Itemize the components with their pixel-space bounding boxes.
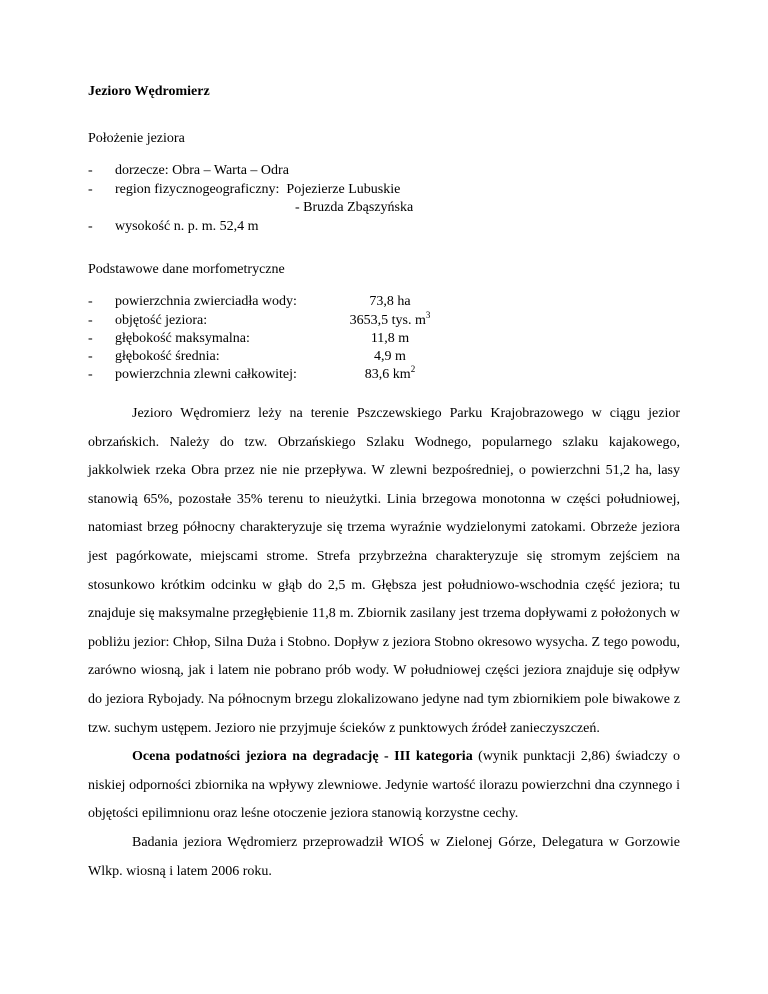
assessment-bold: Ocena podatności jeziora na degradację - III kategoria: [132, 749, 473, 765]
list-dash: -: [88, 313, 93, 328]
list-dash: -: [88, 367, 93, 382]
morpho-label: głębokość średnia:: [115, 349, 220, 364]
paragraph-assessment: [88, 743, 680, 829]
morpho-value: 11,8 m: [370, 331, 410, 346]
list-dash: -: [88, 331, 93, 346]
morpho-value: 73,8 ha: [369, 294, 411, 309]
morpho-heading: Podstawowe dane morfometryczne: [88, 262, 285, 277]
list-item-region: region fizycznogeograficzny: Pojezierze Lubuskie: [115, 182, 401, 197]
page-title: Jezioro Wędromierz: [88, 84, 210, 99]
list-item-region-cont: - Bruzda Zbąszyńska: [295, 200, 414, 215]
list-dash: -: [88, 219, 93, 234]
list-dash: -: [88, 349, 93, 364]
list-dash: -: [88, 163, 93, 178]
paragraph-description: Jezioro Wędromierz leży na terenie Pszczewskiego Parku Krajobrazowego w ciągu jezior obrzańskich. Należy do tzw. Obrzańskiego Szlaku Wodnego, popularnego szlaku kajakowego, jakkolwiek rzeka Obra przez nie nie przepływa. W zlewni bezpośredniej, o powierzchni 51,2 ha, lasy stanowią 65%, pozostałe 35% terenu to nieużytki. Linia brzegowa monotonna w części południowej, natomiast brzeg północny charakteryzuje się trzema wyraźnie wydzielonymi zatokami. Obrzeże jeziora jest pagórkowate, miejscami strome. Strefa przybrzeżna charakteryzuje się stromym zejściem na stosunkowo krótkim odcinku w głąb do 2,5 m. Głębsza jest południowo-wschodnia część jeziora; tu znajduje się maksymalne przegłębienie 11,8 m. Zbiornik zasilany jest trzema dopływami z położonych w pobliżu jezior: Chłop, Silna Duża i Stobno. Dopływ z jeziora Stobno okresowo wysycha. Z tego powodu, zarówno wiosną, jak i latem nie pobrano prób wody. W południowej części jeziora znajduje się odpływ do jeziora Rybojady. Na północnym brzegu zlokalizowano jedyne nad tym zbiornikiem pole biwakowe z tzw. suchym ustępem. Jezioro nie przyjmuje ścieków z punktowych źródeł zanieczyszczeń.: [88, 406, 680, 736]
superscript: 2: [410, 364, 416, 374]
morpho-label: objętość jeziora:: [115, 313, 208, 328]
location-heading: Położenie jeziora: [88, 131, 185, 146]
assessment-rest: (wynik punktacji 2,86) świadczy o niskiej odporności zbiornika na wpływy zlewniowe. Jedynie wartość ilorazu powierzchni dna czynnego i objętości epilimnionu oraz leśne otoczenie jeziora stanowią korzystne cechy.: [88, 749, 680, 822]
morpho-label: powierzchnia zwierciadła wody:: [115, 294, 297, 309]
morpho-value: 83,6 $km^2$: [364, 364, 416, 382]
paragraph-research: Badania jeziora Wędromierz przeprowadził WIOŚ w Zielonej Górze, Delegatura w Gorzowie Wlkp. wiosną i latem 2006 roku.: [88, 834, 680, 879]
superscript: 3: [425, 310, 431, 320]
morpho-value: 4,9 m: [374, 349, 406, 364]
list-dash: -: [88, 294, 93, 309]
morpho-value: 3653,5 tys. $m^3$: [349, 310, 431, 328]
body-text: [88, 400, 680, 886]
morpho-label: powierzchnia zlewni całkowitej:: [115, 367, 297, 382]
list-item-basin: dorzecze: Obra – Warta – Odra: [115, 163, 289, 178]
list-dash: -: [88, 182, 93, 197]
morpho-label: głębokość maksymalna:: [115, 331, 250, 346]
list-item-altitude: wysokość n. p. m. 52,4 m: [115, 219, 259, 234]
